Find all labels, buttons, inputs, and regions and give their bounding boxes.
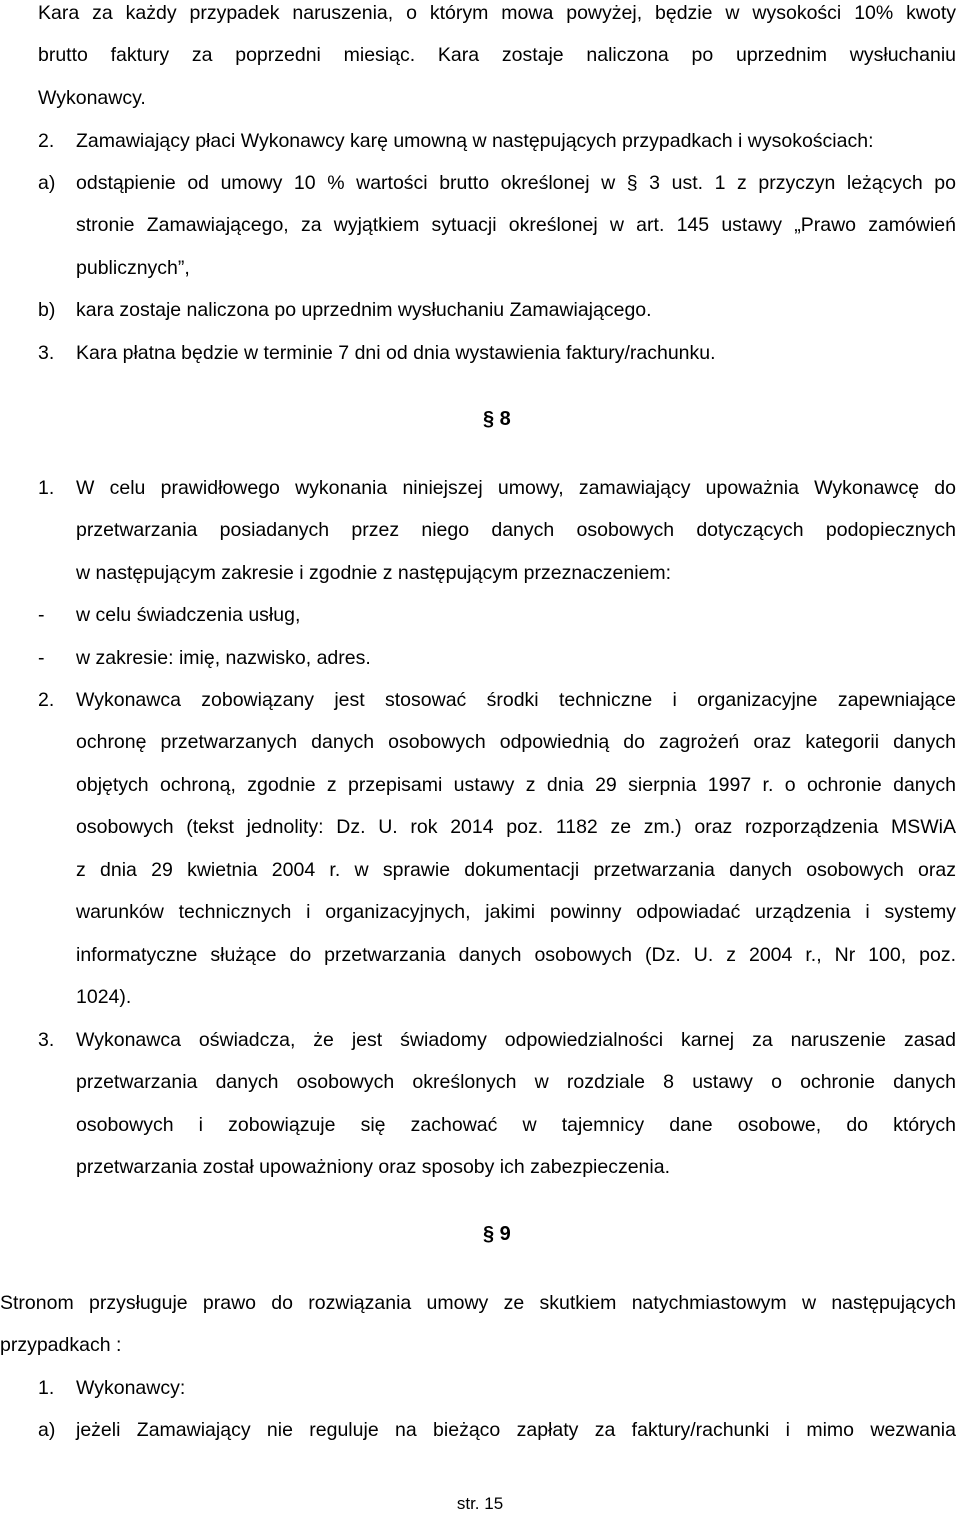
paragraph-line: Wykonawcy. <box>38 87 146 109</box>
paragraph-line: warunków technicznych i organizacyjnych, jakimi powinny odpowiadać urządzenia i systemy <box>76 901 956 923</box>
list-marker: a) <box>38 172 56 194</box>
paragraph-line: ochronę przetwarzanych danych osobowych odpowiednią do zagrożeń oraz kategorii danych <box>76 731 956 753</box>
list-item-text: w zakresie: imię, nazwisko, adres. <box>76 647 371 669</box>
paragraph-line: 1024). <box>76 986 132 1008</box>
page-number: str. 15 <box>456 1494 504 1513</box>
list-marker: 3. <box>38 342 55 364</box>
paragraph-line: z dnia 29 kwietnia 2004 r. w sprawie dokumentacji przetwarzania danych osobowych oraz <box>76 859 956 881</box>
paragraph-line: w następującym zakresie i zgodnie z następującym przeznaczeniem: <box>76 562 672 584</box>
paragraph-line: Wykonawca oświadcza, że jest świadomy odpowiedzialności karnej za naruszenie zasad <box>76 1029 956 1051</box>
dash-marker: - <box>38 604 45 626</box>
paragraph-line: przetwarzania danych osobowych określonych w rozdziale 8 ustawy o ochronie danych <box>76 1071 956 1093</box>
paragraph-line: informatyczne służące do przetwarzania danych osobowych (Dz. U. z 2004 r., Nr 100, poz. <box>76 944 956 966</box>
list-item-text: stronie Zamawiającego, za wyjątkiem sytuacji określonej w art. 145 ustawy „Prawo zamówień <box>76 214 956 236</box>
list-marker: 1. <box>38 477 55 499</box>
list-item-text: odstąpienie od umowy 10 % wartości brutto określonej w § 3 ust. 1 z przyczyn leżących po <box>76 172 956 194</box>
list-marker: 1. <box>38 1377 55 1399</box>
list-marker: 2. <box>38 130 55 152</box>
list-item-text: publicznych”, <box>76 257 190 279</box>
paragraph-line: W celu prawidłowego wykonania niniejszej umowy, zamawiający upoważnia Wykonawcę do <box>76 477 956 499</box>
list-item-text: Wykonawcy: <box>76 1377 186 1399</box>
paragraph-line: osobowych i zobowiązuje się zachować w tajemnicy dane osobowe, do których <box>76 1114 956 1136</box>
list-item-text: Kara płatna będzie w terminie 7 dni od dnia wystawienia faktury/rachunku. <box>76 342 716 364</box>
section-heading: § 9 <box>483 1223 511 1245</box>
dash-marker: - <box>38 647 45 669</box>
list-item-text: kara zostaje naliczona po uprzednim wysłuchaniu Zamawiającego. <box>76 299 652 321</box>
list-marker: a) <box>38 1419 56 1441</box>
list-marker: 2. <box>38 689 55 711</box>
paragraph-line: Stronom przysługuje prawo do rozwiązania umowy ze skutkiem natychmiastowym w następujących <box>0 1292 956 1314</box>
list-marker: b) <box>38 299 56 321</box>
list-item-text: Zamawiający płaci Wykonawcy karę umowną w następujących przypadkach i wysokościach: <box>76 130 874 152</box>
paragraph-line: brutto faktury za poprzedni miesiąc. Kara zostaje naliczona po uprzednim wysłuchaniu <box>38 44 956 66</box>
list-marker: 3. <box>38 1029 55 1051</box>
paragraph-line: przetwarzania posiadanych przez niego danych osobowych dotyczących podopiecznych <box>76 519 956 541</box>
list-item-text: w celu świadczenia usług, <box>76 604 301 626</box>
section-heading: § 8 <box>483 408 511 430</box>
paragraph-line: objętych ochroną, zgodnie z przepisami ustawy z dnia 29 sierpnia 1997 r. o ochronie danych <box>76 774 956 796</box>
paragraph-line: Wykonawca zobowiązany jest stosować środki techniczne i organizacyjne zapewniające <box>76 689 956 711</box>
paragraph-line: przetwarzania został upoważniony oraz sposoby ich zabezpieczenia. <box>76 1156 670 1178</box>
paragraph-line: Kara za każdy przypadek naruszenia, o którym mowa powyżej, będzie w wysokości 10% kwoty <box>38 2 956 24</box>
paragraph-line: przypadkach : <box>0 1334 122 1356</box>
list-item-text: jeżeli Zamawiający nie reguluje na bieżąco zapłaty za faktury/rachunki i mimo wezwania <box>76 1419 956 1441</box>
paragraph-line: osobowych (tekst jednolity: Dz. U. rok 2014 poz. 1182 ze zm.) oraz rozporządzenia MSWiA <box>76 816 956 838</box>
